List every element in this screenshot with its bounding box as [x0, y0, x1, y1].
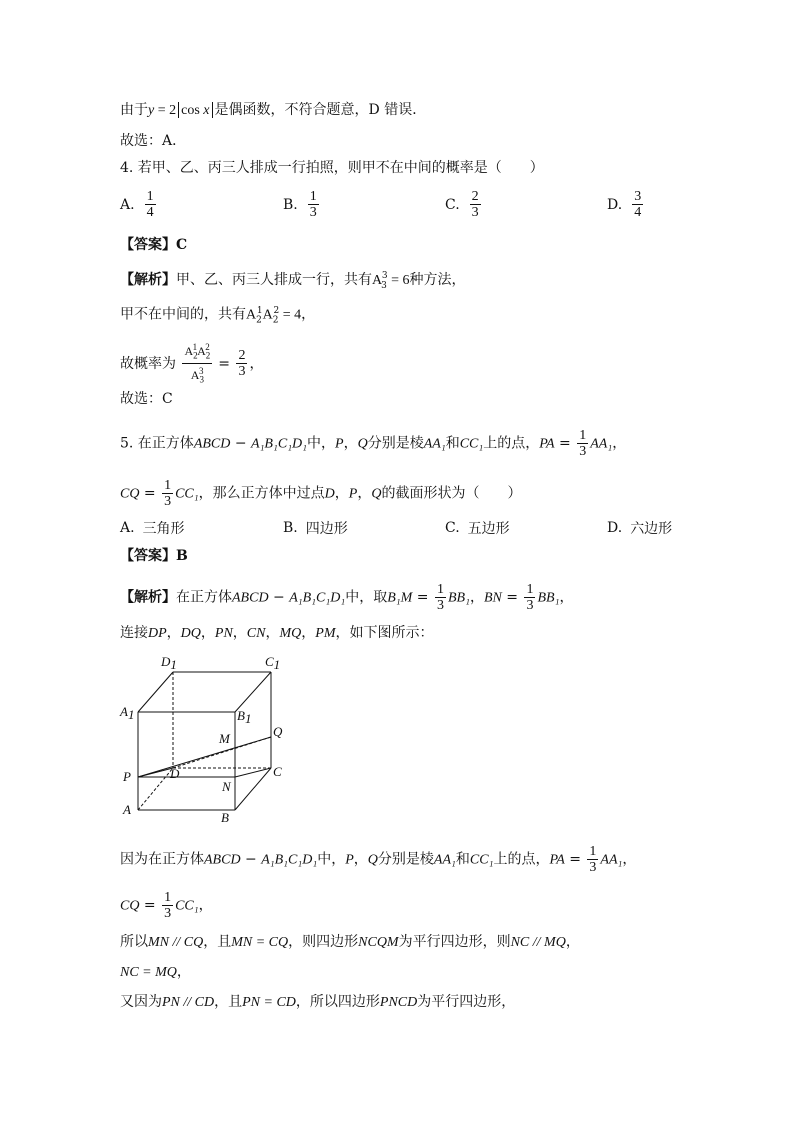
- q5-option-c: C. 五边形: [445, 520, 510, 537]
- label-m: M: [219, 731, 230, 746]
- q4-stem: 4. 若甲、乙、丙三人排成一行拍照，则甲不在中间的概率是（ ）: [120, 160, 544, 176]
- label-b1: B1: [237, 708, 252, 726]
- cube-figure: [118, 650, 293, 828]
- q5-also-line: 又因为PN // CD，且PN = CD，所以四边形PNCD为平行四边形，: [120, 994, 516, 1010]
- q5-answer: 【答案】B: [120, 548, 188, 564]
- q4-answer: 【答案】C: [120, 237, 188, 253]
- q4-option-c: C. $\frac{2}{3}$: [445, 189, 479, 220]
- q4-select: 故选：C: [120, 391, 173, 407]
- q5-nc-mq: NC = MQ，: [120, 964, 191, 980]
- label-d: D: [170, 766, 180, 781]
- label-n: N: [222, 779, 231, 794]
- q4-analysis-1: 【解析】甲、乙、丙三人排成一行，共有$A_3^3 = 6$种方法，: [120, 271, 466, 291]
- q5-so-line: 所以MN // CQ，且MN = CQ，则四边形NCQM为平行四边形，则NC // MQ，: [120, 934, 580, 950]
- label-a1: A1: [120, 704, 135, 722]
- q5-option-d: D. 六边形: [607, 520, 673, 537]
- q5-connect: 连接DP，DQ，PN，CN，MQ，PM，如下图所示：: [120, 625, 434, 641]
- q5-stem-2: CQ = $\frac{1}{3}$ CC₁，那么正方体中过点D，P，Q的截面形状为（ ）: [120, 478, 522, 509]
- q5-stem-1: 5. 在正方体ABCD − A₁B₁C₁D₁中，P，Q分别是棱AA₁和CC₁上的点，PA = $\frac{1}{3}$ AA₁，: [120, 428, 627, 459]
- q4-option-b: B. $\frac{1}{3}$: [283, 189, 317, 220]
- q5-because-2: CQ = $\frac{1}{3}$ CC₁，: [120, 890, 213, 921]
- label-c: C: [273, 764, 282, 779]
- q4-analysis-2: 甲不在中间的，共有$A_2^1A_2^2 = 4$，: [120, 306, 316, 326]
- label-q: Q: [273, 724, 283, 739]
- label-c1: C1: [265, 654, 281, 672]
- q5-option-b: B. 四边形: [283, 520, 348, 537]
- abs-cos: cos x: [178, 102, 212, 118]
- q4-option-d: D. $\frac{3}{4}$: [607, 189, 642, 220]
- select-a-line: 故选：A．: [120, 133, 187, 149]
- label-a: A: [123, 802, 131, 817]
- q4-option-a: A. $\frac{1}{4}$: [120, 189, 154, 220]
- q5-option-a: A. 三角形: [120, 520, 185, 537]
- label-b: B: [221, 810, 229, 825]
- label-p: P: [123, 769, 131, 784]
- d-wrong-line: 由于y = 2 cos x 是偶函数，不符合题意，D 错误．: [120, 102, 427, 118]
- label-d1: D1: [161, 654, 177, 672]
- q5-because-1: 因为在正方体ABCD − A₁B₁C₁D₁中，P，Q分别是棱AA₁和CC₁上的点，PA = $\frac{1}{3}$ AA₁，: [120, 844, 637, 875]
- q5-analysis-1: 【解析】在正方体ABCD − A₁B₁C₁D₁中，取B₁M = $\frac{1}{3}$ BB₁，BN = $\frac{1}{3}$ BB₁，: [120, 582, 574, 613]
- q4-analysis-3: 故概率为 $\frac{A_2^1A_2^2}{A_3^3}$ = $\frac{2}{3}$ ，: [120, 342, 264, 385]
